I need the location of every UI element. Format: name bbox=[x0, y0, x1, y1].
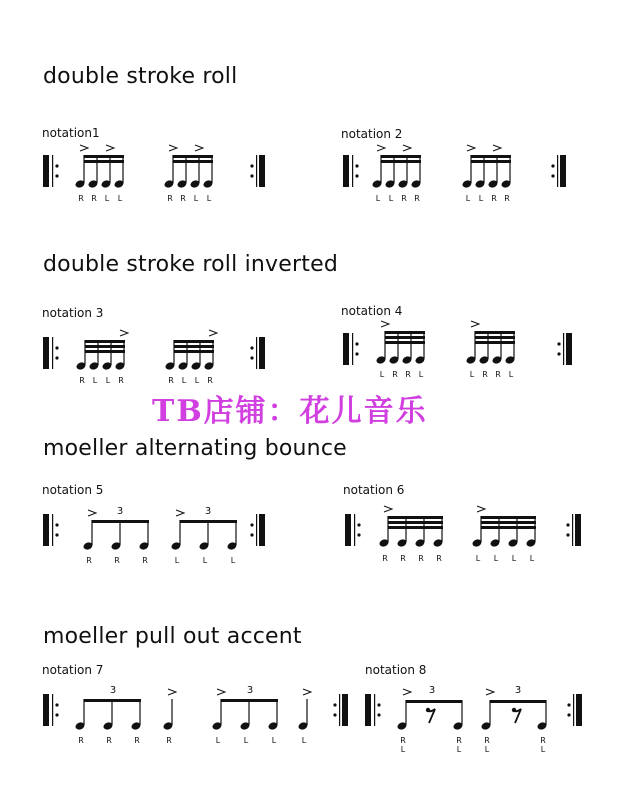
accent-mark bbox=[467, 145, 475, 151]
ex8-beam bbox=[406, 700, 463, 703]
notation-3-label: notation 3 bbox=[42, 306, 104, 320]
sticking-letter: R bbox=[405, 370, 411, 379]
tuplet-number: 3 bbox=[246, 685, 254, 696]
repeat-end-thin-bar bbox=[557, 155, 558, 187]
accent-mark bbox=[377, 145, 385, 151]
repeat-start-thin-bar bbox=[374, 694, 375, 726]
sticking-letter: R bbox=[414, 194, 420, 203]
sticking-letter: R bbox=[484, 736, 490, 745]
sticking-letter: R bbox=[166, 736, 172, 745]
sticking-letter: L bbox=[400, 745, 406, 754]
accent-mark bbox=[120, 330, 128, 336]
sticking-letter: R bbox=[142, 556, 148, 565]
accent-mark bbox=[384, 506, 392, 512]
repeat-end-thin-bar bbox=[256, 337, 257, 369]
repeat-end-thick-bar bbox=[560, 155, 566, 187]
ex1-group1-beam bbox=[84, 155, 125, 158]
repeat-start-thick-bar bbox=[43, 155, 49, 187]
repeat-dot bbox=[333, 713, 336, 716]
ex6-group2-beam bbox=[481, 521, 537, 524]
accent-mark bbox=[88, 510, 96, 516]
sticking-letter: R bbox=[400, 736, 406, 745]
repeat-dot bbox=[250, 164, 253, 167]
repeat-end-thick-bar bbox=[259, 337, 265, 369]
sticking-letter: R bbox=[456, 736, 462, 745]
tuplet-number: 3 bbox=[514, 685, 522, 696]
accent-mark bbox=[80, 145, 88, 151]
notation-1-label: notation1 bbox=[42, 126, 100, 140]
repeat-start-thin-bar bbox=[352, 333, 353, 365]
ex6-group1-beam bbox=[388, 526, 444, 529]
sticking-letter: R bbox=[540, 736, 546, 745]
repeat-end-thick-bar bbox=[576, 694, 582, 726]
sticking-letter: R bbox=[382, 554, 388, 563]
repeat-dot bbox=[355, 174, 358, 177]
ex7-group1-beam bbox=[84, 699, 142, 702]
sticking-letter: R bbox=[392, 370, 398, 379]
sticking-letter: R bbox=[491, 194, 497, 203]
ex2-group1-beam bbox=[381, 155, 422, 158]
sticking-letter: L bbox=[230, 556, 236, 565]
sticking-letter: L bbox=[181, 376, 187, 385]
repeat-start-thick-bar bbox=[365, 694, 371, 726]
repeat-dot bbox=[250, 523, 253, 526]
sticking-letter: L bbox=[92, 376, 98, 385]
ex3-group1-beam bbox=[85, 350, 126, 353]
sticking-letter: R bbox=[482, 370, 488, 379]
repeat-end-thin-bar bbox=[256, 155, 257, 187]
ex6-group2-beam bbox=[481, 526, 537, 529]
repeat-start-thick-bar bbox=[343, 333, 349, 365]
repeat-dot bbox=[377, 713, 380, 716]
repeat-dot bbox=[55, 174, 58, 177]
section-title-moeller-pull-out-accent: moeller pull out accent bbox=[43, 624, 302, 649]
repeat-dot bbox=[357, 533, 360, 536]
notation-4-label: notation 4 bbox=[341, 304, 403, 318]
sticking-letter: L bbox=[105, 376, 111, 385]
notation-5-label: notation 5 bbox=[42, 483, 104, 497]
repeat-end-thick-bar bbox=[259, 514, 265, 546]
repeat-end-thin-bar bbox=[573, 694, 574, 726]
sticking-letter: R bbox=[495, 370, 501, 379]
eighth-rest-dot bbox=[426, 708, 430, 712]
ex5-group1-beam bbox=[92, 520, 150, 523]
sticking-letter: L bbox=[375, 194, 381, 203]
accent-mark bbox=[169, 145, 177, 151]
sticking-letter: L bbox=[540, 745, 546, 754]
ex2-group2-beam bbox=[471, 160, 512, 163]
ex3-group2-beam bbox=[174, 340, 215, 343]
notation-2-label: notation 2 bbox=[341, 127, 403, 141]
sticking-letter: R bbox=[180, 194, 186, 203]
sticking-letter: L bbox=[388, 194, 394, 203]
sticking-letter: L bbox=[379, 370, 385, 379]
repeat-dot bbox=[55, 533, 58, 536]
notation-6-label: notation 6 bbox=[343, 483, 405, 497]
repeat-dot bbox=[250, 174, 253, 177]
repeat-dot bbox=[551, 164, 554, 167]
sticking-letter: L bbox=[493, 554, 499, 563]
repeat-dot bbox=[55, 703, 58, 706]
repeat-start-thick-bar bbox=[43, 694, 49, 726]
sticking-letter: R bbox=[401, 194, 407, 203]
repeat-end-thin-bar bbox=[256, 514, 257, 546]
ex4-group1-beam bbox=[385, 331, 426, 334]
ex1-group1-beam bbox=[84, 160, 125, 163]
ex4-group1-beam bbox=[385, 336, 426, 339]
ex6-group1-beam bbox=[388, 516, 444, 519]
sticking-letter: R bbox=[118, 376, 124, 385]
ex4-group1-beam bbox=[385, 341, 426, 344]
repeat-dot bbox=[566, 523, 569, 526]
ex1-group2-beam bbox=[173, 155, 214, 158]
tuplet-number: 3 bbox=[428, 685, 436, 696]
repeat-dot bbox=[567, 713, 570, 716]
repeat-end-thick-bar bbox=[342, 694, 348, 726]
sticking-letter: R bbox=[167, 194, 173, 203]
notation-8-label: notation 8 bbox=[365, 663, 427, 677]
repeat-dot bbox=[355, 342, 358, 345]
ex7-group2-beam bbox=[221, 699, 279, 702]
sticking-letter: L bbox=[465, 194, 471, 203]
ex3-group2-beam bbox=[174, 350, 215, 353]
ex3-group2-beam bbox=[174, 345, 215, 348]
sticking-letter: R bbox=[79, 376, 85, 385]
sticking-letter: R bbox=[91, 194, 97, 203]
accent-mark bbox=[217, 689, 225, 695]
accent-mark bbox=[381, 321, 389, 327]
repeat-dot bbox=[55, 356, 58, 359]
repeat-start-thick-bar bbox=[343, 155, 349, 187]
repeat-dot bbox=[55, 713, 58, 716]
ex3-group1-beam bbox=[85, 345, 126, 348]
repeat-dot bbox=[551, 174, 554, 177]
repeat-dot bbox=[250, 533, 253, 536]
repeat-start-thin-bar bbox=[52, 155, 53, 187]
section-title-double-stroke-roll-inverted: double stroke roll inverted bbox=[43, 252, 338, 277]
sticking-letter: L bbox=[215, 736, 221, 745]
sticking-letter: R bbox=[78, 736, 84, 745]
accent-mark bbox=[195, 145, 203, 151]
accent-mark bbox=[403, 689, 411, 695]
repeat-end-thin-bar bbox=[339, 694, 340, 726]
accent-mark bbox=[471, 321, 479, 327]
sticking-letter: L bbox=[418, 370, 424, 379]
sticking-letter: L bbox=[484, 745, 490, 754]
eighth-rest-dot bbox=[512, 708, 516, 712]
repeat-dot bbox=[357, 523, 360, 526]
sticking-letter: R bbox=[134, 736, 140, 745]
sticking-letter: L bbox=[475, 554, 481, 563]
section-title-moeller-alternating-bounce: moeller alternating bounce bbox=[43, 436, 347, 461]
sticking-letter: L bbox=[206, 194, 212, 203]
sticking-letter: L bbox=[508, 370, 514, 379]
repeat-start-thin-bar bbox=[52, 514, 53, 546]
ex2-group2-beam bbox=[471, 155, 512, 158]
ex4-group2-beam bbox=[475, 331, 516, 334]
sticking-letter: R bbox=[418, 554, 424, 563]
repeat-start-thick-bar bbox=[43, 514, 49, 546]
shop-watermark: TB店铺：花儿音乐 bbox=[152, 394, 428, 429]
sticking-letter: L bbox=[301, 736, 307, 745]
ex4-group2-beam bbox=[475, 336, 516, 339]
repeat-end-thin-bar bbox=[563, 333, 564, 365]
sticking-letter: R bbox=[114, 556, 120, 565]
accent-mark bbox=[106, 145, 114, 151]
repeat-dot bbox=[557, 352, 560, 355]
sticking-letter: L bbox=[193, 194, 199, 203]
repeat-dot bbox=[250, 346, 253, 349]
repeat-dot bbox=[377, 703, 380, 706]
sticking-letter: L bbox=[529, 554, 535, 563]
repeat-dot bbox=[566, 533, 569, 536]
repeat-start-thick-bar bbox=[345, 514, 351, 546]
repeat-end-thick-bar bbox=[566, 333, 572, 365]
sticking-letter: L bbox=[202, 556, 208, 565]
ex2-group1-beam bbox=[381, 160, 422, 163]
accent-mark bbox=[176, 510, 184, 516]
repeat-dot bbox=[355, 352, 358, 355]
repeat-dot bbox=[557, 342, 560, 345]
sticking-letter: L bbox=[456, 745, 462, 754]
tuplet-number: 3 bbox=[116, 506, 124, 517]
sticking-letter: R bbox=[504, 194, 510, 203]
repeat-dot bbox=[250, 356, 253, 359]
sticking-letter: R bbox=[106, 736, 112, 745]
accent-mark bbox=[486, 689, 494, 695]
repeat-dot bbox=[55, 164, 58, 167]
sticking-letter: L bbox=[243, 736, 249, 745]
ex6-group1-beam bbox=[388, 521, 444, 524]
sticking-letter: L bbox=[469, 370, 475, 379]
tuplet-number: 3 bbox=[109, 685, 117, 696]
ex4-group2-beam bbox=[475, 341, 516, 344]
ex3-group1-beam bbox=[85, 340, 126, 343]
sticking-letter: L bbox=[117, 194, 123, 203]
sticking-letter: R bbox=[168, 376, 174, 385]
repeat-start-thin-bar bbox=[354, 514, 355, 546]
accent-mark bbox=[403, 145, 411, 151]
sticking-letter: R bbox=[86, 556, 92, 565]
repeat-end-thin-bar bbox=[572, 514, 573, 546]
ex5-group2-beam bbox=[180, 520, 238, 523]
ex6-group2-beam bbox=[481, 516, 537, 519]
repeat-end-thick-bar bbox=[259, 155, 265, 187]
sticking-letter: L bbox=[271, 736, 277, 745]
notation-7-label: notation 7 bbox=[42, 663, 104, 677]
repeat-dot bbox=[55, 523, 58, 526]
tuplet-number: 3 bbox=[204, 506, 212, 517]
sticking-letter: L bbox=[478, 194, 484, 203]
repeat-dot bbox=[567, 703, 570, 706]
section-title-double-stroke-roll: double stroke roll bbox=[43, 64, 238, 89]
repeat-dot bbox=[333, 703, 336, 706]
sticking-letter: R bbox=[78, 194, 84, 203]
sticking-letter: L bbox=[194, 376, 200, 385]
accent-mark bbox=[493, 145, 501, 151]
sticking-letter: R bbox=[436, 554, 442, 563]
sticking-letter: L bbox=[174, 556, 180, 565]
repeat-start-thick-bar bbox=[43, 337, 49, 369]
sticking-letter: L bbox=[104, 194, 110, 203]
repeat-dot bbox=[55, 346, 58, 349]
ex1-group2-beam bbox=[173, 160, 214, 163]
sticking-letter: R bbox=[207, 376, 213, 385]
repeat-dot bbox=[355, 164, 358, 167]
accent-mark bbox=[168, 689, 176, 695]
repeat-start-thin-bar bbox=[352, 155, 353, 187]
accent-mark bbox=[477, 506, 485, 512]
ex8-beam bbox=[490, 700, 547, 703]
repeat-start-thin-bar bbox=[52, 337, 53, 369]
repeat-start-thin-bar bbox=[52, 694, 53, 726]
accent-mark bbox=[303, 689, 311, 695]
sticking-letter: R bbox=[400, 554, 406, 563]
sticking-letter: L bbox=[511, 554, 517, 563]
accent-mark bbox=[209, 330, 217, 336]
repeat-end-thick-bar bbox=[575, 514, 581, 546]
